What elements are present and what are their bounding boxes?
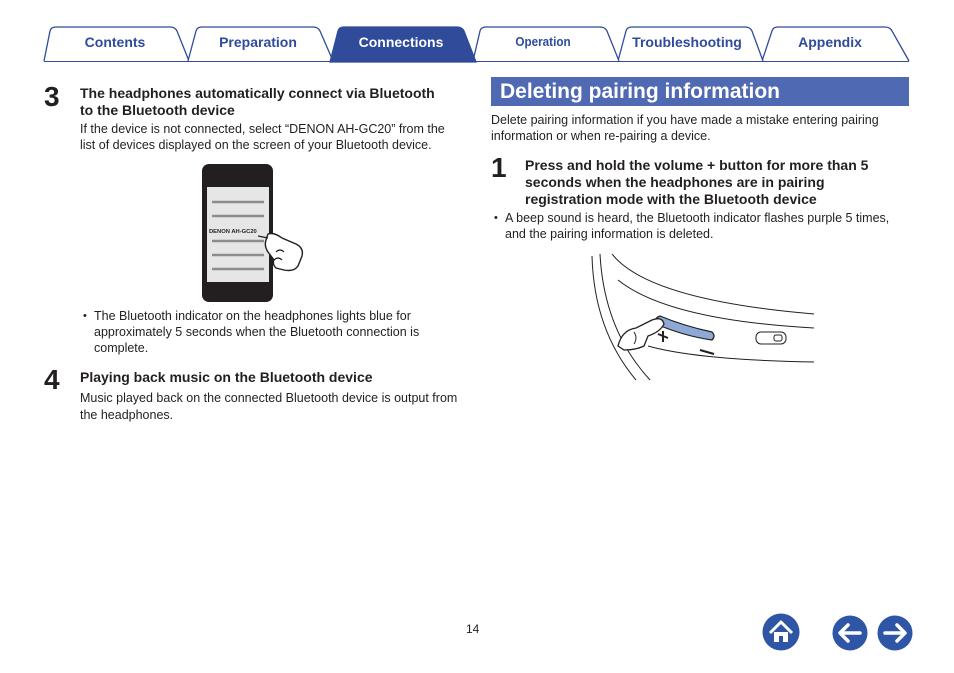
step-3-bullet-line-2: approximately 5 seconds when the Bluetooth connection is	[94, 325, 420, 339]
step-4-body-line-1: Music played back on the connected Bluetooth device is output from	[80, 391, 458, 405]
step-1-bullet-line-1: A beep sound is heard, the Bluetooth indicator flashes purple 5 times,	[505, 211, 890, 225]
step-4-body-line-2: the headphones.	[80, 408, 174, 422]
bullet-icon: •	[83, 310, 87, 322]
tab-contents[interactable]: Contents	[84, 34, 146, 50]
step-1-title-line-3: registration mode with the Bluetooth device	[525, 191, 817, 207]
forward-button[interactable]	[876, 614, 914, 652]
home-button[interactable]	[761, 612, 801, 652]
pressing-finger-icon	[618, 319, 664, 350]
step-3-title-line-1: The headphones automatically connect via Bluetooth	[80, 85, 435, 101]
headphone-volume-illustration	[588, 250, 816, 382]
step-1-title-line-2: seconds when the headphones are in pairing	[525, 174, 825, 190]
step-1-bullet-line-2: and the pairing information is deleted.	[505, 227, 714, 241]
section-title: Deleting pairing information	[500, 80, 781, 103]
step-3-bullet-line-3: complete.	[94, 341, 149, 355]
page-number: 14	[466, 622, 480, 636]
step-3-number: 3	[44, 81, 60, 112]
tab-connections[interactable]: Connections	[358, 34, 444, 50]
step-1-title-line-1: Press and hold the volume + button for more than 5	[525, 157, 869, 173]
bullet-icon: •	[494, 212, 498, 224]
step-4-number: 4	[44, 364, 60, 395]
tab-bar-shapes	[0, 0, 954, 64]
tab-preparation[interactable]: Preparation	[219, 34, 297, 50]
smartphone-illustration	[196, 160, 308, 306]
phone-device-label: DENON AH-GC20	[209, 229, 257, 235]
tab-operation[interactable]: Operation	[515, 34, 571, 49]
tab-troubleshooting[interactable]: Troubleshooting	[632, 34, 742, 50]
step-1-number: 1	[491, 152, 507, 183]
step-3-title-line-2: to the Bluetooth device	[80, 102, 235, 118]
intro-line-1: Delete pairing information if you have made a mistake entering pairing	[491, 113, 879, 127]
step-4-title: Playing back music on the Bluetooth device	[80, 369, 373, 385]
back-button[interactable]	[831, 614, 869, 652]
step-3-bullet-line-1: The Bluetooth indicator on the headphones lights blue for	[94, 309, 411, 323]
step-3-body-line-2: list of devices displayed on the screen of your Bluetooth device.	[80, 138, 432, 152]
tab-bar	[0, 0, 954, 64]
step-3-body-line-1: If the device is not connected, select “DENON AH-GC20” from the	[80, 122, 445, 136]
intro-line-2: information or when re-pairing a device.	[491, 129, 711, 143]
tab-appendix[interactable]: Appendix	[798, 34, 862, 50]
